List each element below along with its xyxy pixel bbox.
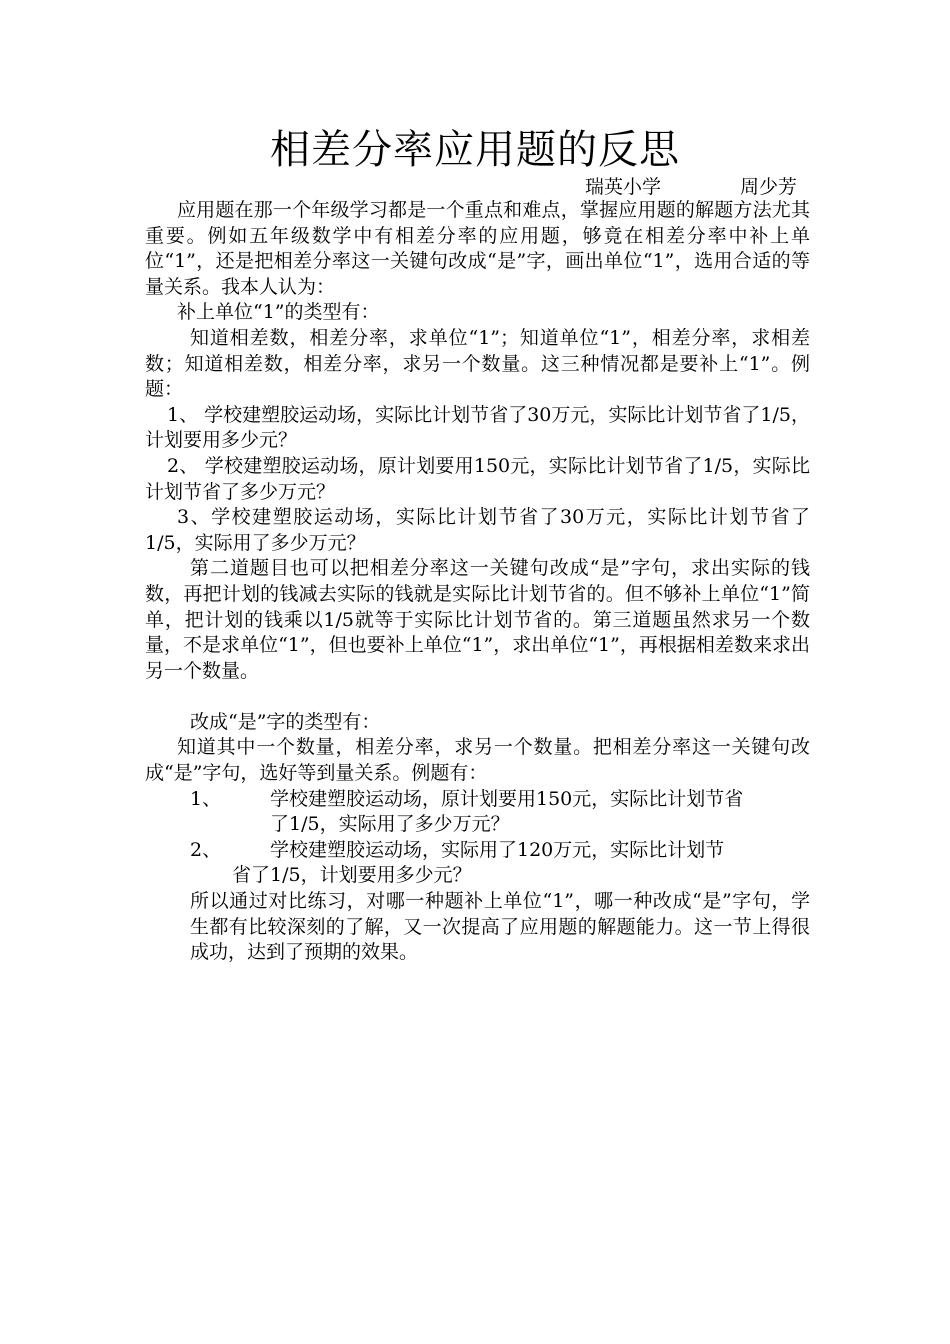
example-4-cont xyxy=(145,812,810,838)
example-4-line2: 了1/5，实际用了多少万元？ xyxy=(270,813,510,836)
example-5 xyxy=(145,838,810,864)
example-5-line1: 学校建塑胶运动场，实际用了120万元，实际比计划节 xyxy=(270,838,725,861)
example-2: 2、 学校建塑胶运动场，原计划要用150元，实际比计划节省了1/5，实际比计划节省了多少万元？ xyxy=(145,454,810,503)
paragraph-type1-desc: 知道相差数，相差分率，求单位“1”；知道单位“1”，相差分率，求相差数；知道相差数，相差分率，求另一个数量。这三种情况都是要补上“1”。例题： xyxy=(145,326,810,401)
paragraph-conclusion: 所以通过对比练习，对哪一种题补上单位“1”，哪一种改成“是”字句，学生都有比较深刻的了解，又一次提高了应用题的解题能力。这一节上得很成功，达到了预期的效果。 xyxy=(190,890,810,964)
heading-type2: 改成“是”字的类型有： xyxy=(190,710,381,733)
paragraph-analysis: 第二道题目也可以把相差分率这一关键句改成“是”字句，求出实际的钱数，再把计划的钱减去实际的钱就是实际比计划节省的。但不够补上单位“1”简单，把计划的钱乘以1/5就等于实际比计划节省的。第三道题虽然求另一个数量，不是求单位“1”，但也要补上单位“1”，求出单位“1”，再根据相差数来求出另一个数量。 xyxy=(145,557,810,682)
example-3: 3、学校建塑胶运动场，实际比计划节省了30万元，实际比计划节省了1/5，实际用了多少万元？ xyxy=(145,506,810,554)
example-5-cont xyxy=(145,863,810,889)
author-line xyxy=(585,175,797,199)
example-1: 1、 学校建塑胶运动场，实际比计划节省了30万元，实际比计划节省了1/5，计划要用多少元？ xyxy=(145,403,810,452)
document-body xyxy=(145,198,810,966)
school-name: 瑞英小学 xyxy=(585,176,662,198)
paragraph-intro: 应用题在那一个年级学习都是一个重点和难点，掌握应用题的解题方法尤其重要。例如五年级数学中有相差分率的应用题，够竟在相差分率中补上单位“1”，还是把相差分率这一关键句改成“是”字，画出单位“1”，选用合适的等量关系。我本人认为： xyxy=(145,199,810,298)
blank-line xyxy=(145,684,810,710)
example-4 xyxy=(145,787,810,813)
heading-type1: 补上单位“1”的类型有： xyxy=(177,301,380,324)
example-5-line2: 省了1/5，计划要用多少元？ xyxy=(232,864,472,887)
document-title: 相差分率应用题的反思 xyxy=(270,127,680,173)
example-4-line1: 学校建塑胶运动场，原计划要用150元，实际比计划节省 xyxy=(270,787,744,810)
example-4-number: 1、 xyxy=(190,787,222,810)
author-name: 周少芳 xyxy=(740,176,798,198)
example-5-number: 2、 xyxy=(190,838,222,861)
paragraph-type2-desc: 知道其中一个数量，相差分率，求另一个数量。把相差分率这一关键句改成“是”字句，选好等到量关系。例题有： xyxy=(145,736,810,785)
